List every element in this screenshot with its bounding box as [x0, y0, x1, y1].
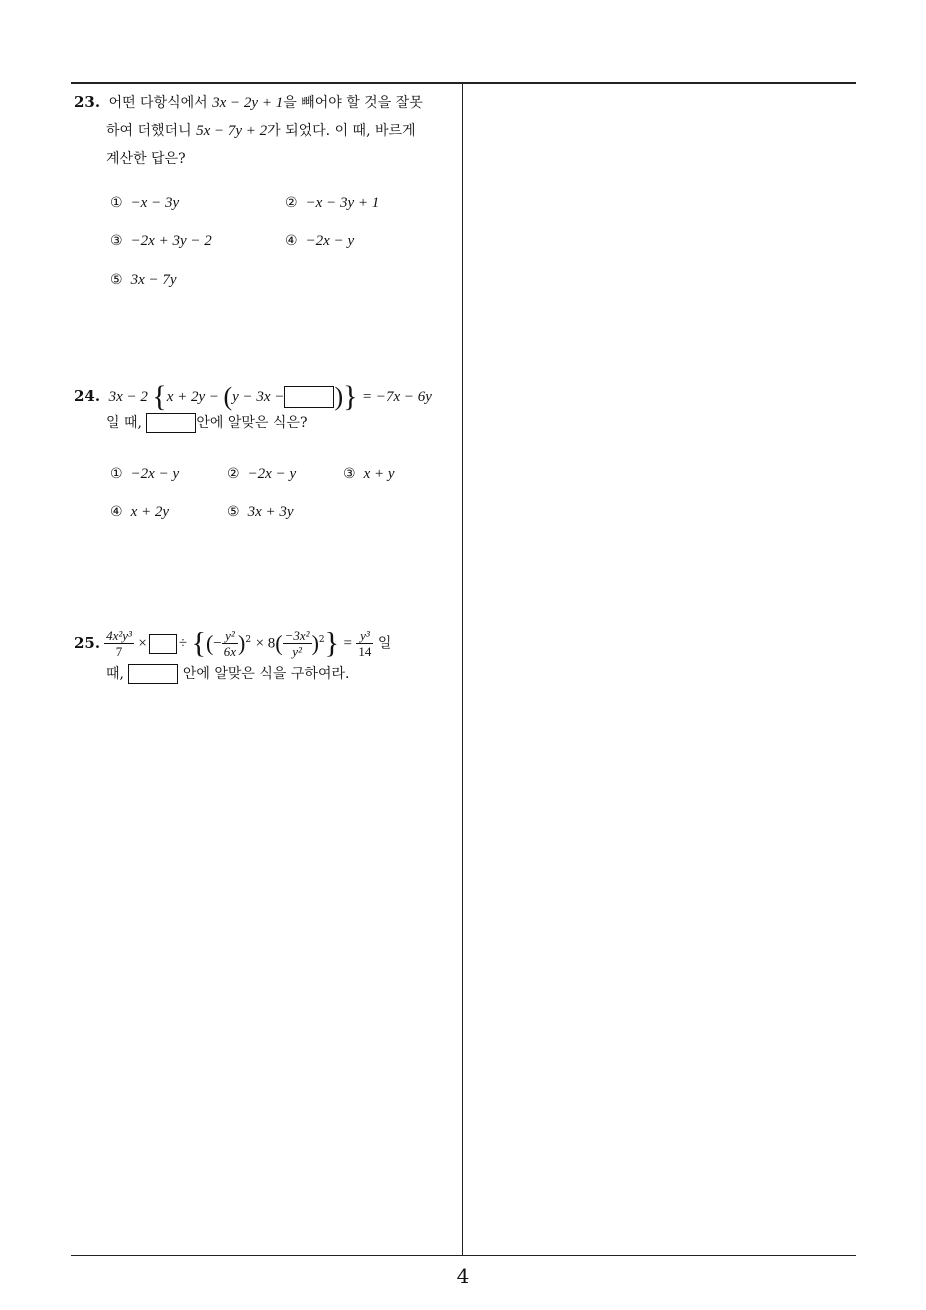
q25-text-2a: 때,	[106, 665, 124, 682]
q25-fraction-1: $\frac{\text{4x²y³}}{7}$	[106, 628, 132, 660]
q23-choice-4[interactable]: ④ −2x − y	[285, 233, 355, 249]
q25-fraction-2: $\frac{\text{y²}}{6x}$	[223, 628, 237, 660]
q24-eq-start: 3x − 2	[108, 389, 148, 405]
question-23	[74, 88, 458, 173]
q25-line-1	[74, 618, 458, 666]
q25-minus: −	[213, 635, 222, 652]
q25-divide: ÷	[178, 635, 188, 652]
q25-square-2: 2	[318, 635, 325, 645]
q25-fraction-4: $\frac{\text{y³}}{14}$	[358, 628, 372, 660]
q25-times8: × 8	[255, 635, 276, 652]
page-number: 4	[456, 1264, 470, 1288]
q23-text-1a: 어떤 다항식에서	[108, 95, 208, 111]
q25-number: 25.	[74, 633, 101, 652]
q25-fraction-3: $\frac{\text{−3x²}}{\text{y²}}$	[284, 628, 310, 660]
q25-square-1: 2	[245, 635, 252, 645]
column-divider	[462, 82, 463, 1256]
question-24	[74, 380, 458, 437]
q23-choice-1[interactable]: ① −x − 3y	[110, 195, 180, 211]
q24-choice-1[interactable]: ① −2x − y	[110, 466, 180, 482]
q25-text-2b: 안에 알맞은 식을 구하여라.	[182, 665, 350, 682]
q24-answer-box-ref	[146, 413, 196, 433]
q23-line-3: 계산한 답은?	[106, 151, 186, 167]
q25-open-brace: {	[191, 626, 206, 660]
q25-tail: 일	[377, 635, 392, 652]
q23-choice-3[interactable]: ③ −2x + 3y − 2	[110, 233, 212, 249]
q23-text-1b: 을 빼어야 할 것을 잘못	[283, 95, 423, 111]
q23-choice-5[interactable]: ⑤ 3x − 7y	[110, 272, 177, 288]
q25-open-paren-1: (	[205, 630, 214, 656]
q24-text-2b: 안에 알맞은 식은?	[196, 415, 308, 431]
bottom-rule	[71, 1255, 856, 1256]
q25-open-paren-2: (	[275, 630, 283, 656]
top-rule	[71, 82, 856, 84]
q24-eq-inner2: y − 3x −	[232, 389, 285, 405]
q23-number: 23.	[74, 93, 101, 111]
q25-close-paren-2: )	[311, 630, 319, 656]
q24-choice-4[interactable]: ④ x + 2y	[110, 504, 169, 520]
q25-answer-box-ref	[128, 664, 178, 684]
q25-times: ×	[138, 635, 147, 652]
q24-open-paren: (	[223, 382, 233, 411]
q25-close-brace: }	[324, 626, 340, 660]
q24-line-2	[74, 409, 458, 437]
question-25	[74, 618, 458, 688]
q25-close-paren-1: )	[238, 630, 246, 656]
q24-eq-inner1: x + 2y −	[166, 389, 220, 405]
q24-text-2a: 일 때,	[106, 415, 142, 431]
q24-open-brace: {	[152, 380, 167, 413]
q23-text-2a: 하여 더했더니	[106, 123, 192, 139]
q23-text-2b: 가 되었다. 이 때, 바르게	[267, 123, 416, 139]
q23-expr-2: 5x − 7y + 2	[196, 123, 268, 139]
q25-line-2	[74, 660, 458, 688]
q24-choice-3[interactable]: ③ x + y	[343, 466, 395, 482]
q24-choice-2[interactable]: ② −2x − y	[227, 466, 297, 482]
q25-equals: =	[343, 635, 352, 652]
q24-answer-box	[284, 386, 334, 408]
q24-close-brace: }	[343, 380, 358, 413]
q23-line-2	[74, 117, 458, 145]
q24-number: 24.	[74, 387, 101, 405]
q23-choice-2[interactable]: ② −x − 3y + 1	[285, 195, 380, 211]
q23-line-1	[74, 88, 458, 117]
q23-expr-1: 3x − 2y + 1	[212, 95, 284, 111]
q24-close-paren: )	[334, 382, 344, 411]
q24-eq-rhs: = −7x − 6y	[361, 389, 432, 405]
q25-answer-box	[149, 634, 177, 654]
q24-choice-5[interactable]: ⑤ 3x + 3y	[227, 504, 294, 520]
